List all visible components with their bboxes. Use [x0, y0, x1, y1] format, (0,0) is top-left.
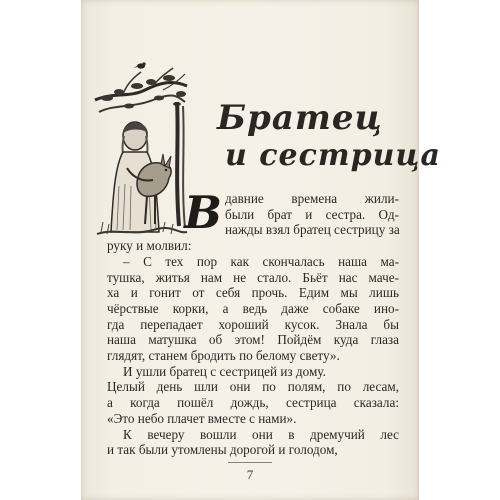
text-line-6: тушка, житья нам не стало. Бьёт нас маче- [107, 269, 399, 285]
book-page [81, 0, 441, 500]
girl-with-fawn-illustration [93, 56, 189, 246]
story-title-line-2: и сестрица [225, 138, 441, 173]
text-line-5: – С тех пор как скончалась наша ма- [123, 253, 399, 269]
text-line-9: гда перепадает хороший кусок. Знала бы [107, 316, 399, 332]
text-line-7: ха и гонит от себя прочь. Едим мы лишь [107, 285, 399, 301]
text-line-10: наша матушка об этом! Пойдём куда глаза [107, 332, 399, 348]
drop-cap-letter: В [184, 186, 222, 239]
page-number: 7 [246, 467, 254, 482]
text-line-4: руку и молвил: [107, 238, 192, 254]
text-line-16: К вечеру вошли они в дремучий лес [123, 426, 399, 442]
text-line-14: а когда пошёл дождь, сестрица сказала: [107, 395, 399, 411]
text-line-3: нажды взял братец сестрицу за [225, 222, 400, 238]
text-line-2: были брат и сестра. Од- [225, 206, 399, 222]
text-line-1: давние времена жили- [225, 191, 399, 206]
text-line-17: и так были утомлены дорогой и голодом, [107, 442, 338, 458]
text-line-13: Целый день шли они по полям, по лесам, [107, 379, 399, 395]
text-line-12: И ушли братец с сестрицей из дому. [123, 363, 326, 379]
story-title-line-1: Братец [217, 98, 383, 138]
page-number-rule [228, 462, 272, 463]
text-line-8: чёрствые корки, а ведь даже собаке ино- [107, 300, 399, 316]
text-line-11: глядят, станем бродить по белому свету». [107, 348, 340, 364]
text-line-15: «Это небо плачет вместе с нами». [107, 410, 297, 426]
